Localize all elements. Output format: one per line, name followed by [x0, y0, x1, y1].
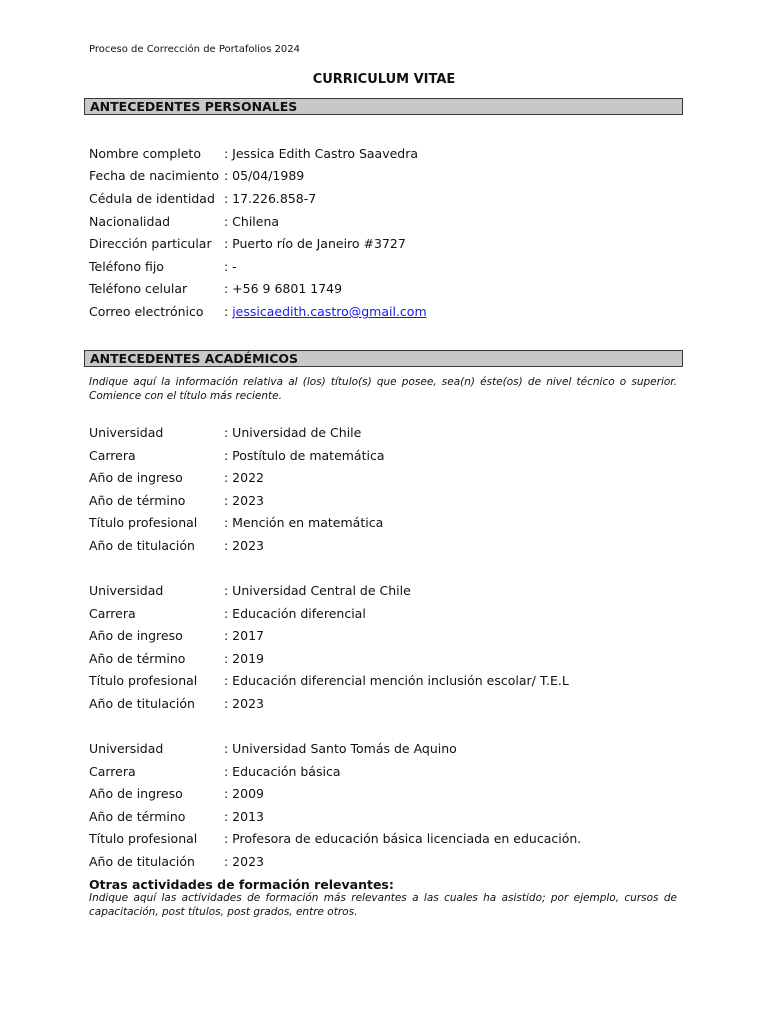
field-label: Título profesional	[89, 673, 198, 688]
field-value: : Educación básica	[224, 764, 341, 779]
field-label: Universidad	[89, 583, 164, 598]
field-value: : 2022	[224, 470, 264, 485]
field-label: Año de titulación	[89, 854, 195, 869]
field-label: Correo electrónico	[89, 304, 204, 319]
field-label: Título profesional	[89, 515, 198, 530]
field-value: : Mención en matemática	[224, 515, 384, 530]
field-label: Año de ingreso	[89, 786, 183, 801]
field-label: Cédula de identidad	[89, 191, 215, 206]
field-label: Fecha de nacimiento	[89, 168, 219, 183]
academic-instructions: Indique aquí la información relativa al (los) título(s) que posee, sea(n) éste(os) de nivel técnico o superior. Comience con el título más reciente.	[89, 376, 677, 402]
section-heading-personal: ANTECEDENTES PERSONALES	[84, 98, 683, 115]
field-label: Universidad	[89, 741, 164, 756]
field-value: : 2023	[224, 493, 264, 508]
field-value: : 17.226.858-7	[224, 191, 317, 206]
field-value: : -	[224, 259, 237, 274]
field-label: Año de término	[89, 651, 186, 666]
field-label: Año de titulación	[89, 538, 195, 553]
field-value: : Educación diferencial mención inclusión escolar/ T.E.L	[224, 673, 569, 688]
field-value: : +56 9 6801 1749	[224, 281, 343, 296]
field-label: Carrera	[89, 764, 136, 779]
field-value: : 05/04/1989	[224, 168, 305, 183]
field-label: Teléfono celular	[89, 281, 188, 296]
field-value: : Postítulo de matemática	[224, 448, 385, 463]
field-label: Año de ingreso	[89, 470, 183, 485]
field-label: Dirección particular	[89, 236, 212, 251]
field-label: Carrera	[89, 448, 136, 463]
email-link[interactable]: jessicaedith.castro@gmail.com	[232, 304, 427, 319]
other-activities-heading: Otras actividades de formación relevantes:	[89, 877, 394, 892]
field-value	[224, 302, 427, 322]
field-value: : 2013	[224, 809, 264, 824]
field-value: : Jessica Edith Castro Saavedra	[224, 146, 419, 161]
document-title: CURRICULUM VITAE	[312, 72, 456, 87]
field-value: : 2023	[224, 538, 264, 553]
field-value: : 2009	[224, 786, 264, 801]
field-label: Nombre completo	[89, 146, 201, 161]
field-value: : Profesora de educación básica licenciada en educación.	[224, 831, 582, 846]
field-label: Año de término	[89, 809, 186, 824]
header-note: Proceso de Corrección de Portafolios 2024	[89, 44, 300, 55]
field-value: : Universidad de Chile	[224, 425, 362, 440]
field-value: : Universidad Santo Tomás de Aquino	[224, 741, 457, 756]
field-value: : 2017	[224, 628, 264, 643]
field-label: Año de ingreso	[89, 628, 183, 643]
field-label: Nacionalidad	[89, 214, 171, 229]
field-value: : Universidad Central de Chile	[224, 583, 411, 598]
field-label: Carrera	[89, 606, 136, 621]
other-activities-instructions: Indique aquí las actividades de formación más relevantes a las cuales ha asistido; por ejemplo, cursos de capacitación, post títulos, post grados, entre otros.	[89, 892, 677, 918]
field-value: : 2023	[224, 696, 264, 711]
field-label: Teléfono fijo	[89, 259, 164, 274]
field-value: : Puerto río de Janeiro #3727	[224, 236, 406, 251]
field-value: : 2023	[224, 854, 264, 869]
field-label: Año de titulación	[89, 696, 195, 711]
field-label: Año de término	[89, 493, 186, 508]
field-value: : Educación diferencial	[224, 606, 366, 621]
email-prefix: :	[224, 304, 233, 319]
field-value: : 2019	[224, 651, 264, 666]
field-label: Universidad	[89, 425, 164, 440]
field-label: Título profesional	[89, 831, 198, 846]
section-heading-academic: ANTECEDENTES ACADÉMICOS	[84, 350, 683, 367]
field-value: : Chilena	[224, 214, 280, 229]
